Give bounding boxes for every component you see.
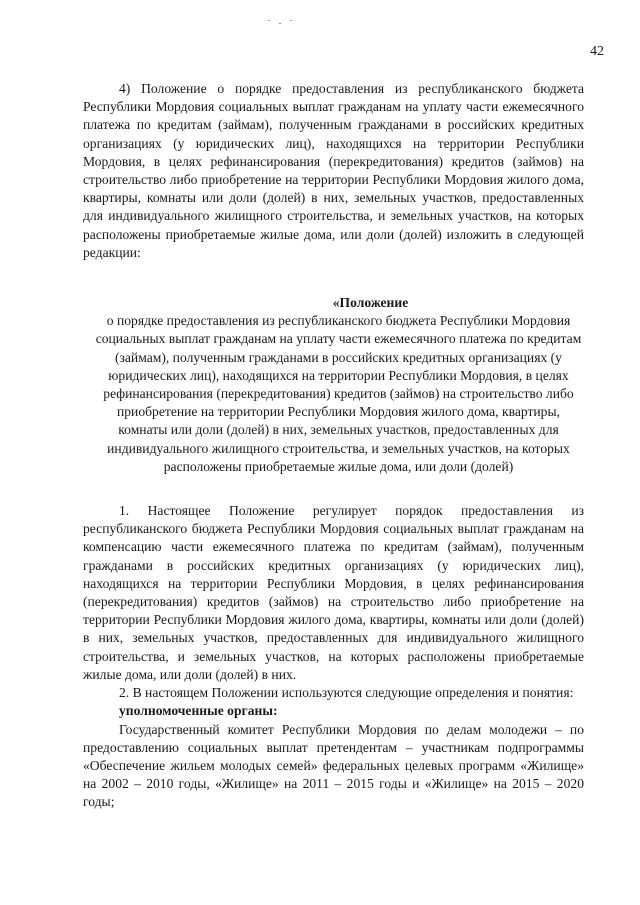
term-definition: Государственный комитет Республики Мордовия по делам молодежи – по предоставлению социальных выплат претендентам – участникам подпрограммы «Обеспечение жильем молодых семей» федеральных целевых программ «Жилище» на 2002 – 2010 годы, «Жилище» на 2011 – 2015 годы и «Жилище» на 2015 – 2020 годы; xyxy=(83,721,584,810)
scan-artifact xyxy=(279,23,281,24)
scan-artifact xyxy=(290,20,292,21)
term-heading: уполномоченные органы: xyxy=(119,703,278,719)
page-number: 42 xyxy=(590,44,604,59)
clause-2: 2. В настоящем Положении используются следующие определения и понятия: xyxy=(119,685,574,701)
clause-1: 1. Настоящее Положение регулирует порядок предоставления из республиканского бюджета Республики Мордовия социальных выплат гражданам на компенсацию части ежемесячного платежа по кредитам (займам), полученным гражданами в российских кредитных организациях (у юридических лиц), находящихся на территории Республики Мордовия, в целях рефинансирования (перекредитования) кредитов (займов) на строительство либо приобретение на территории Республики Мордовия жилого дома, квартиры, комнаты или доли (долей) в них, земельных участков, предоставленных для индивидуального жилищного строительства, и земельных участков, на которых расположены приобретаемые жилые дома, или доли (долей) в них. xyxy=(83,503,584,682)
regulation-title: «Положение xyxy=(332,295,409,311)
scan-artifact xyxy=(268,20,270,21)
regulation-subtitle: о порядке предоставления из республиканского бюджета Республики Мордовия социальных выплат гражданам на уплату части ежемесячного платежа по кредитам (займам), полученным гражданами в российских кредитных организациях (у юридических лиц), находящихся на территории Республики Мордовия, в целях рефинансирования (перекредитования) кредитов (займов) на строительство либо приобретение на территории Республики Мордовия жилого дома, квартиры, комнаты или доли (долей) в них, земельных участков, предоставленных для индивидуального жилищного строительства, и земельных участков, на которых расположены приобретаемые жилые дома, или доли (долей) xyxy=(95,313,582,474)
intro-paragraph: 4) Положение о порядке предоставления из республиканского бюджета Республики Мордовия социальных выплат гражданам на уплату части ежемесячного платежа по кредитам (займам), полученным гражданами в российских кредитных организациях (у юридических лиц), находящихся на территории Республики Мордовия, в целях рефинансирования (перекредитования) кредитов (займов) на строительство либо приобретение на территории Республики Мордовия жилого дома, квартиры, комнаты или доли (долей) в них, земельных участков, предоставленных для индивидуального жилищного строительства, и земельных участков, на которых расположены приобретаемые жилые дома, или доли (долей) изложить в следующей редакции: xyxy=(83,81,584,260)
document-body xyxy=(83,80,584,812)
